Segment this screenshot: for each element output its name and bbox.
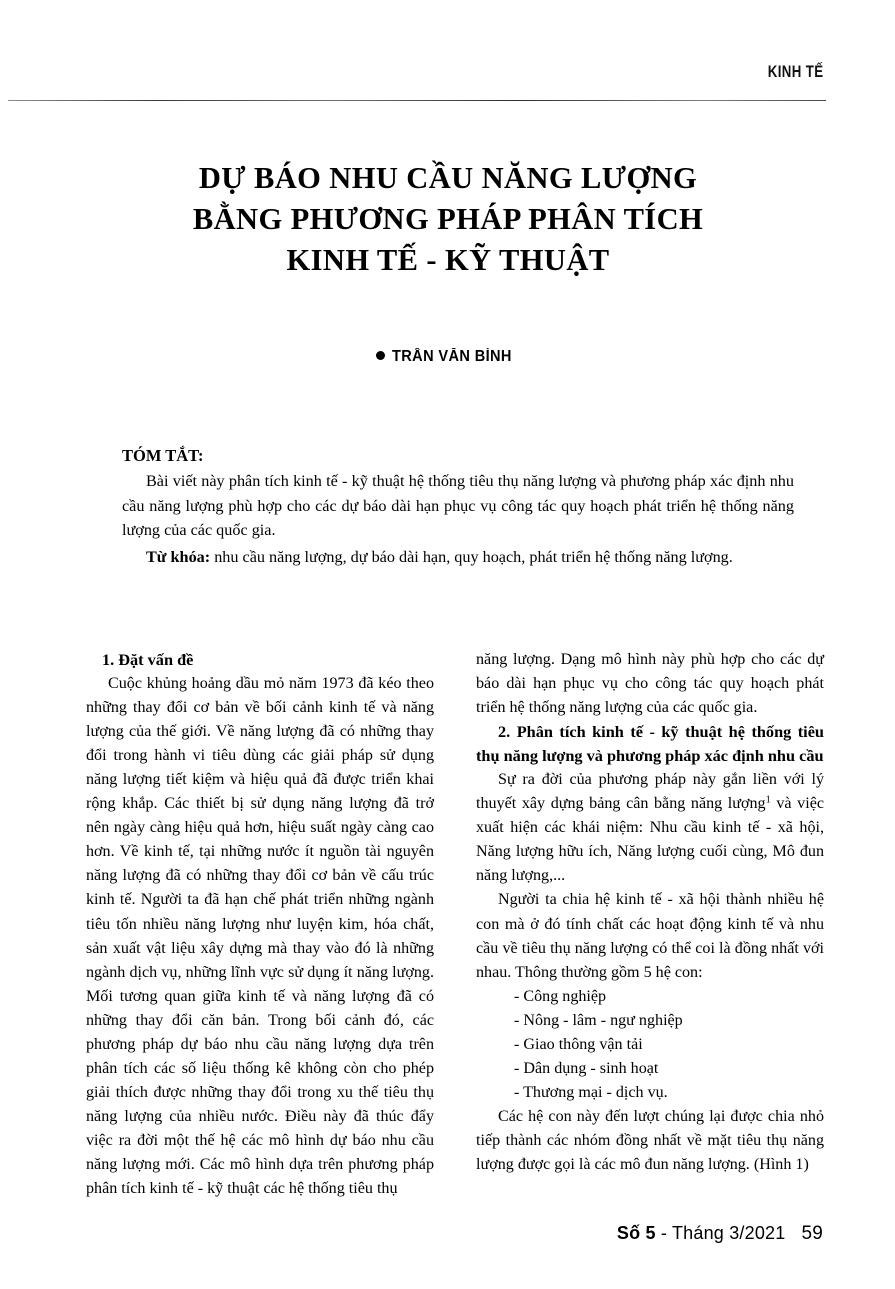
running-head-section-label: KINH TẾ: [767, 62, 823, 81]
right-column-paragraph-2: Người ta chia hệ kinh tế - xã hội thành nhiều hệ con mà ở đó tính chất các hoạt động kinh tế và nhu cầu về tiêu thụ năng lượng có thể coi là đồng nhất với nhau. Thông thường gồm 5 hệ con:: [476, 891, 824, 981]
list-item: - Dân dụng - sinh hoạt: [514, 1059, 659, 1077]
left-column-paragraph: Cuộc khủng hoảng dầu mỏ năm 1973 đã kéo theo những thay đổi cơ bản về bối cảnh kinh tế và năng lượng của thế giới. Về năng lượng đã có những thay đổi trong hành vi tiêu dùng các giải pháp sử dụng năng lượng tiết kiệm và hiệu quả đã được triển khai rộng khắp. Các thiết bị sử dụng năng lượng đã trở nên ngày càng hiệu quả hơn, hiệu suất ngày càng cao hơn. Về kinh tế, tại những nước ít nguồn tài nguyên năng lượng đã có những thay đổi cơ bản về cấu trúc kinh tế. Người ta đã hạn chế phát triển những ngành tiêu tốn nhiều năng lượng như luyện kim, hóa chất, sản xuất vật liệu xây dựng mà thay vào đó là những ngành dịch vụ, những lĩnh vực sử dụng ít năng lượng. Mối tương quan giữa kinh tế và năng lượng đã có những thay đổi căn bản. Trong bối cảnh đó, các phương pháp dự báo nhu cầu năng lượng dựa trên phân tích các số liệu thống kê không còn cho phép giải thích được những thay đổi trong xu thế tiêu thụ năng lượng của nhiều nước. Điều này đã thúc đẩy việc ra đời một thế hệ các mô hình dự báo nhu cầu năng lượng mới. Các mô hình dựa trên phương pháp phân tích kinh tế - kỹ thuật các hệ thống tiêu thụ: [86, 675, 434, 1198]
title-line-2: BẰNG PHƯƠNG PHÁP PHÂN TÍCH: [192, 202, 704, 236]
section-heading-2: 2. Phân tích kinh tế - kỹ thuật hệ thống tiêu thụ năng lượng và phương pháp xác định nhu cầu: [476, 722, 824, 766]
keywords-value: nhu cầu năng lượng, dự báo dài hạn, quy hoạch, phát triển hệ thống năng lượng.: [214, 547, 733, 566]
subsystem-list: [476, 985, 824, 1105]
right-column-paragraph-3: Các hệ con này đến lượt chúng lại được chia nhỏ tiếp thành các nhóm đồng nhất về mặt tiêu thụ năng lượng được gọi là các mô đun năng lượng. (Hình 1): [476, 1107, 824, 1173]
title-line-3: KINH TẾ - KỸ THUẬT: [286, 243, 610, 277]
right-column-continuation: năng lượng. Dạng mô hình này phù hợp cho các dự báo dài hạn phục vụ cho công tác quy hoạch phát triển hệ thống năng lượng của các quốc gia.: [476, 651, 824, 717]
section-heading-1: 1. Đặt vấn đề: [102, 650, 194, 669]
author-byline: [108, 348, 788, 366]
keywords-line: [122, 545, 794, 569]
right-column-paragraph-1: [476, 768, 824, 888]
list-item: - Thương mại - dịch vụ.: [514, 1083, 668, 1101]
abstract-label: TÓM TẮT:: [122, 446, 204, 465]
list-item: - Công nghiệp: [514, 987, 607, 1005]
list-item: - Nông - lâm - ngư nghiệp: [514, 1011, 683, 1029]
left-column: [86, 648, 434, 1201]
right-column: [476, 648, 824, 1201]
bullet-icon: [376, 351, 385, 360]
author-name: TRẦN VĂN BÌNH: [392, 348, 513, 365]
issue-date: - Tháng 3/2021: [655, 1223, 786, 1243]
page-footer: [617, 1223, 823, 1245]
keywords-label: Từ khóa:: [146, 547, 211, 566]
article-title: [108, 158, 788, 281]
title-line-1: DỰ BÁO NHU CẦU NĂNG LƯỢNG: [198, 161, 698, 195]
header-divider-rule: [8, 100, 826, 101]
list-item: - Giao thông vận tải: [514, 1035, 643, 1053]
abstract-body: Bài viết này phân tích kinh tế - kỹ thuật hệ thống tiêu thụ năng lượng và phương pháp xác định nhu cầu năng lượng phù hợp cho các dự báo dài hạn phục vụ công tác quy hoạch phát triển hệ thống năng lượng của các quốc gia.: [122, 472, 794, 540]
page-number: 59: [801, 1223, 823, 1244]
body-columns: [86, 648, 824, 1201]
footnote-marker: 1: [765, 794, 771, 806]
paragraph-1-pre: Sự ra đời của phương pháp này gắn liền với lý thuyết xây dựng bảng cân bằng năng lượng: [476, 771, 824, 813]
paragraph-1-post: và việc xuất hiện các khái niệm: Nhu cầu kinh tế - xã hội, Năng lượng hữu ích, Năng lượng cuối cùng, Mô đun năng lượng,...: [476, 795, 824, 885]
abstract-section: [122, 444, 794, 569]
issue-number: Số 5: [616, 1223, 656, 1243]
